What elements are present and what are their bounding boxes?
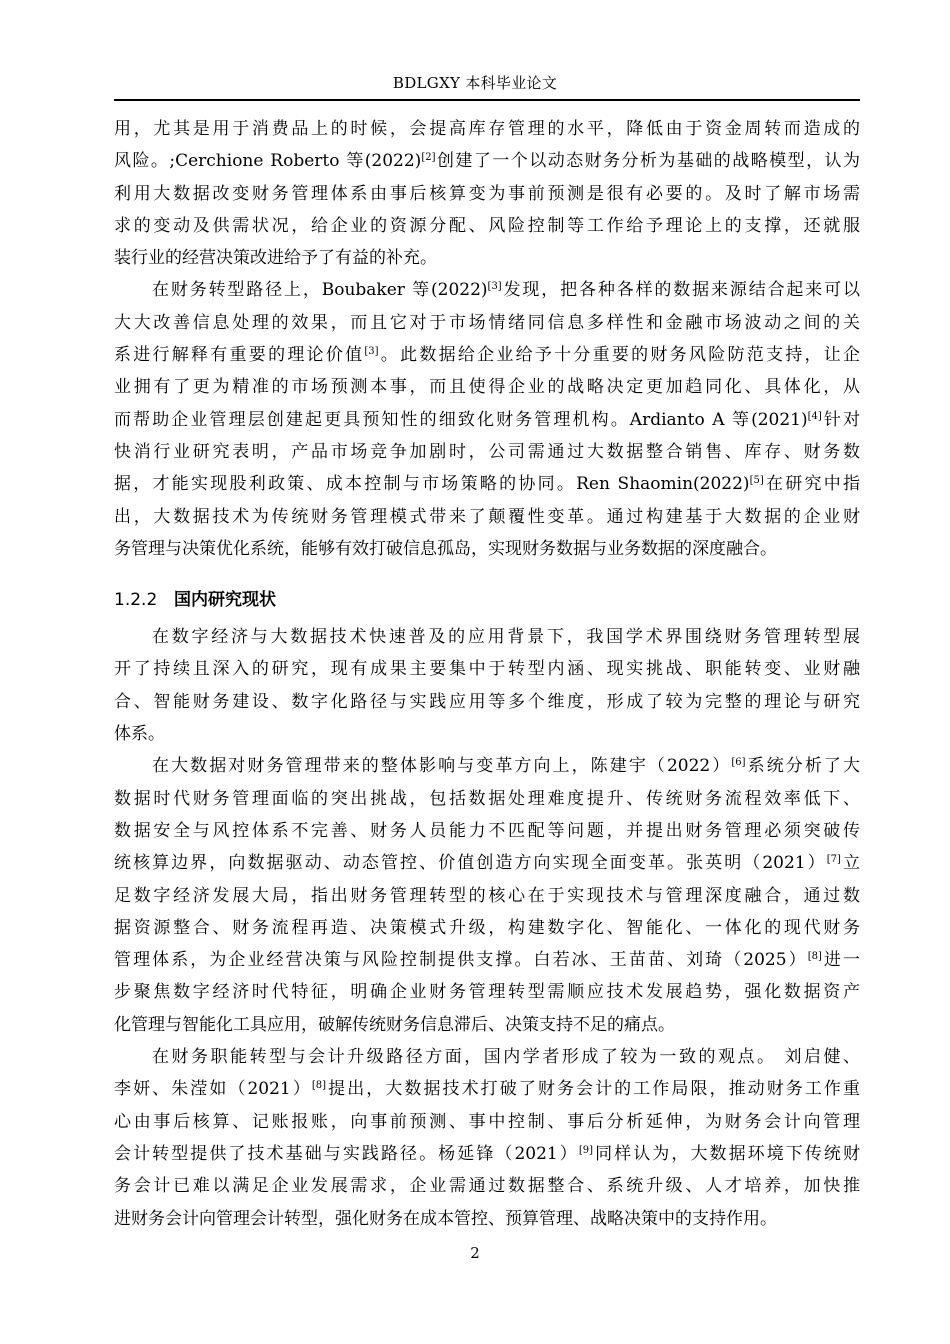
- text-line: [114, 533, 860, 565]
- citation-ref: [3]: [487, 281, 502, 293]
- line-text: 在大数据对财务管理带来的整体影响与变革方向上，陈建宇（2022）: [152, 756, 732, 777]
- text-line: [114, 1009, 860, 1041]
- citation-ref: [8]: [311, 1080, 327, 1092]
- text-line: [114, 1170, 860, 1202]
- text-line: [114, 880, 860, 912]
- text-line: [114, 145, 860, 177]
- text-line: [114, 653, 860, 685]
- citation-ref: [4]: [807, 410, 822, 422]
- line-text: 据，才能实现股利政策、成本控制与市场策略的协同。Ren Shaomin(2022): [114, 474, 750, 495]
- line-text: 据资源整合、财务流程再造、决策模式升级，构建数字化、智能化、一体化的现代财务: [114, 917, 860, 938]
- line-text: 装行业的经营决策改进给予了有益的补充。: [114, 248, 437, 269]
- paragraph: [114, 750, 860, 1041]
- text-line: [114, 178, 860, 210]
- text-line: [114, 1041, 860, 1073]
- paragraph: [114, 113, 860, 274]
- text-line: [114, 501, 860, 533]
- paragraph: [114, 621, 860, 750]
- header-rule: [114, 99, 860, 101]
- line-text-tail: 。此数据给企业给予十分重要的财务风险防范支持，让企: [378, 345, 861, 366]
- text-line: [114, 339, 860, 371]
- line-text: 统核算边界，向数据驱动、动态管控、价值创造方向实现全面变革。张英明（2021）: [114, 853, 827, 874]
- line-text-tail: 发现，把各种各样的数据来源结合起来可以: [501, 280, 860, 301]
- text-line: [114, 912, 860, 944]
- line-text-tail: 针对: [821, 409, 860, 430]
- text-line: [114, 976, 860, 1008]
- paragraph: [114, 1041, 860, 1235]
- citation-ref: [3]: [364, 346, 379, 358]
- text-line: [114, 815, 860, 847]
- citation-ref: [9]: [578, 1144, 594, 1156]
- page-header: BDLGXY 本科毕业论文: [392, 74, 558, 92]
- line-text: 系进行解释有重要的理论价值: [114, 345, 365, 366]
- line-text: 数据安全与风控体系不完善、财务人员能力不匹配等问题，并提出财务管理必须突破传: [114, 820, 860, 841]
- citation-ref: [2]: [421, 152, 436, 164]
- line-text-tail: 创建了一个以动态财务分析为基础的战略模型，认为: [435, 151, 860, 172]
- line-text: 在财务职能转型与会计升级路径方面，国内学者形成了较为一致的观点。 刘启健、: [152, 1047, 860, 1068]
- paragraph: [114, 274, 860, 565]
- line-text: 利用大数据改变财务管理体系由事后核算变为事前预测是很有必要的。及时了解市场需: [114, 183, 860, 204]
- line-text: 步聚焦数字经济时代特征，明确企业财务管理转型需顺应技术发展趋势，强化数据资产: [114, 982, 860, 1003]
- text-line: [114, 1073, 860, 1105]
- text-line: [114, 1203, 860, 1235]
- line-text: 体系。: [114, 724, 165, 745]
- text-line: [114, 944, 860, 976]
- line-text-tail: 系统分析了大: [745, 756, 861, 777]
- text-line: [114, 847, 860, 879]
- intl-research-block: [114, 113, 860, 565]
- text-line: [114, 621, 860, 653]
- citation-ref: [7]: [826, 854, 841, 866]
- line-text: 大大改善信息处理的效果，而且它对于市场情绪同信息多样性和金融市场波动之间的关: [114, 312, 860, 333]
- text-line: [114, 750, 860, 782]
- citation-ref: [6]: [731, 757, 746, 769]
- citation-ref: [8]: [807, 951, 822, 963]
- text-line: [114, 783, 860, 815]
- text-line: [114, 242, 860, 274]
- line-text-tail: 在研究中指: [763, 474, 861, 495]
- section-number: 1.2.2: [114, 590, 158, 611]
- text-line: [114, 210, 860, 242]
- domestic-research-block: [114, 621, 860, 1235]
- line-text: 李妍、朱滢如（2021）: [114, 1079, 312, 1100]
- line-text: 管理体系，为企业经营决策与风险控制提供支撑。白若冰、王苗苗、刘琦（2025）: [114, 950, 808, 971]
- line-text-tail: 进一: [821, 950, 860, 971]
- line-text: 会计转型提供了技术基础与实践路径。杨延锋（2021）: [114, 1143, 579, 1164]
- section-title: 国内研究现状: [174, 590, 276, 611]
- line-text: 业拥有了更为精准的市场预测本事，而且使得企业的战略决定更加趋同化、具体化，从: [114, 377, 860, 398]
- line-text: 求的变动及供需状况，给企业的资源分配、风险控制等工作给予理论上的支撑，还就服: [114, 215, 860, 236]
- text-line: [114, 686, 860, 718]
- text-line: [114, 1138, 860, 1170]
- line-text: 务会计已难以满足企业发展需求，企业需通过数据整合、系统升级、人才培养，加快推: [114, 1176, 860, 1197]
- line-text: 进财务会计向管理会计转型，强化财务在成本管控、预算管理、战略决策中的支持作用。: [114, 1208, 777, 1229]
- text-line: [114, 371, 860, 403]
- text-line: [114, 718, 860, 750]
- line-text: 风险。;Cerchione Roberto 等(2022): [114, 151, 422, 172]
- line-text: 足数字经济发展大局，指出财务管理转型的核心在于实现技术与管理深度融合，通过数: [114, 885, 860, 906]
- line-text: 开了持续且深入的研究，现有成果主要集中于转型内涵、现实挑战、职能转变、业财融: [114, 659, 860, 680]
- line-text: 合、智能财务建设、数字化路径与实践应用等多个维度，形成了较为完整的理论与研究: [114, 691, 860, 712]
- line-text: 在财务转型路径上，Boubaker 等(2022): [152, 280, 488, 301]
- line-text: 快消行业研究表明，产品市场竞争加剧时，公司需通过大数据整合销售、库存、财务数: [114, 441, 860, 462]
- citation-ref: [5]: [749, 475, 764, 487]
- text-line: [114, 404, 860, 436]
- document-body: [114, 113, 860, 1235]
- line-text: 在数字经济与大数据技术快速普及的应用背景下，我国学术界围绕财务管理转型展: [152, 627, 860, 648]
- line-text: 用，尤其是用于消费品上的时候，会提高库存管理的水平，降低由于资金周转而造成的: [114, 119, 860, 139]
- line-text: 数据时代财务管理面临的突出挑战，包括数据处理难度提升、传统财务流程效率低下、: [114, 788, 860, 809]
- line-text: 出，大数据技术为传统财务管理模式带来了颠覆性变革。通过构建基于大数据的企业财: [114, 506, 860, 527]
- text-line: [114, 468, 860, 500]
- line-text: 而帮助企业管理层创建起更具预知性的细致化财务管理机构。Ardianto A 等(2021): [114, 409, 808, 430]
- text-line: [114, 113, 860, 145]
- line-text-tail: 立: [840, 853, 861, 874]
- text-line: [114, 274, 860, 306]
- text-line: [114, 1106, 860, 1138]
- page-number: 2: [470, 1244, 480, 1262]
- line-text-tail: 同样认为，大数据环境下传统财: [593, 1143, 861, 1164]
- line-text: 心由事后核算、记账报账，向事前预测、事中控制、事后分析延伸，为财务会计向管理: [114, 1111, 860, 1132]
- line-text: 务管理与决策优化系统，能够有效打破信息孤岛，实现财务数据与业务数据的深度融合。: [114, 538, 777, 559]
- text-line: [114, 436, 860, 468]
- section-heading: [114, 579, 860, 621]
- line-text: 化管理与智能化工具应用，破解传统财务信息滞后、决策支持不足的痛点。: [114, 1014, 675, 1035]
- line-text-tail: 提出，大数据技术打破了财务会计的工作局限，推动财务工作重: [326, 1079, 861, 1100]
- text-line: [114, 307, 860, 339]
